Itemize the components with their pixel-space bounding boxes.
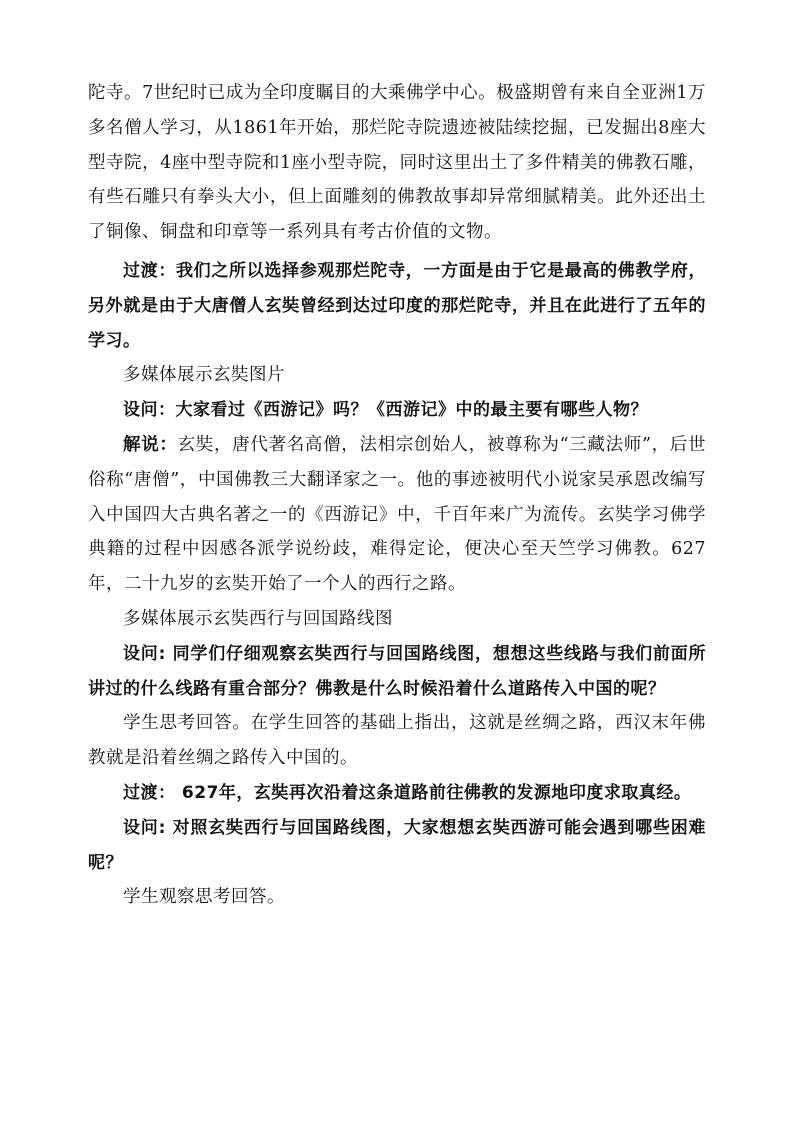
question-text: 对照玄奘西行与回国路线图，大家想想玄奘西游可能会遇到哪些困难呢？	[88, 817, 707, 873]
question-label: 设问:	[123, 817, 166, 838]
paragraph-explanation-xuanzang	[88, 428, 706, 602]
question-label: 设问:	[123, 643, 166, 664]
paragraph-nalanda-description: 陀寺。7世纪时已成为全印度瞩目的大乘佛学中心。极盛期曾有来自全亚洲1万多名僧人学习，从1861年开始，那烂陀寺院遗迹被陆续挖掘，已发掘出8座大型寺院，4座中型寺院和1座小型寺院，同时这里出土了多件精美的佛教石雕，有些石雕只有拳头大小，但上面雕刻的佛教故事却异常细腻精美。此外还出土了铜像、铜盘和印章等一系列具有考古价值的文物。	[88, 83, 706, 243]
paragraph-question-routes	[88, 637, 706, 707]
paragraph-multimedia-route-map: 多媒体展示玄奘西行与回国路线图	[123, 608, 393, 629]
paragraph-question-journey-to-west: 设问：大家看过《西游记》吗？《西游记》中的最主要有哪些人物？	[123, 400, 648, 421]
explanation-text: 玄奘，唐代著名高僧，法相宗创始人，被尊称为“三藏法师”，后世俗称“唐僧”，中国佛教三大翻译家之一。他的事迹被明代小说家吴承恩改编写入中国四大古典名著之一的《西游记》中，千百年来广为流传。玄奘学习佛学典籍的过程中因感各派学说纷歧，难得定论，便决心至天竺学习佛教。627年，二十九岁的玄奘开始了一个人的西行之路。	[88, 434, 706, 595]
paragraph-multimedia-xuanzang-image: 多媒体展示玄奘图片	[123, 365, 285, 386]
paragraph-student-observe: 学生观察思考回答。	[123, 887, 285, 908]
question-text: 同学们仔细观察玄奘西行与回国路线图，想想这些线路与我们前面所讲过的什么线路有重合部分？佛教是什么时候沿着什么道路传入中国的呢？	[88, 643, 707, 699]
paragraph-transition-1: 过渡：我们之所以选择参观那烂陀寺，一方面是由于它是最高的佛教学府，另外就是由于大唐僧人玄奘曾经到达过印度的那烂陀寺，并且在此进行了五年的学习。	[88, 260, 706, 351]
paragraph-student-answer-silk-road: 学生思考回答。在学生回答的基础上指出，这就是丝绸之路，西汉末年佛教就是沿着丝绸之路传入中国的。	[88, 713, 706, 769]
explanation-label: 解说：	[123, 434, 178, 455]
paragraph-question-difficulties	[88, 811, 706, 881]
document-page	[88, 76, 706, 915]
paragraph-transition-2: 过渡： 627年，玄奘再次沿着这条道路前往佛教的发源地印度求取真经。	[123, 782, 692, 803]
